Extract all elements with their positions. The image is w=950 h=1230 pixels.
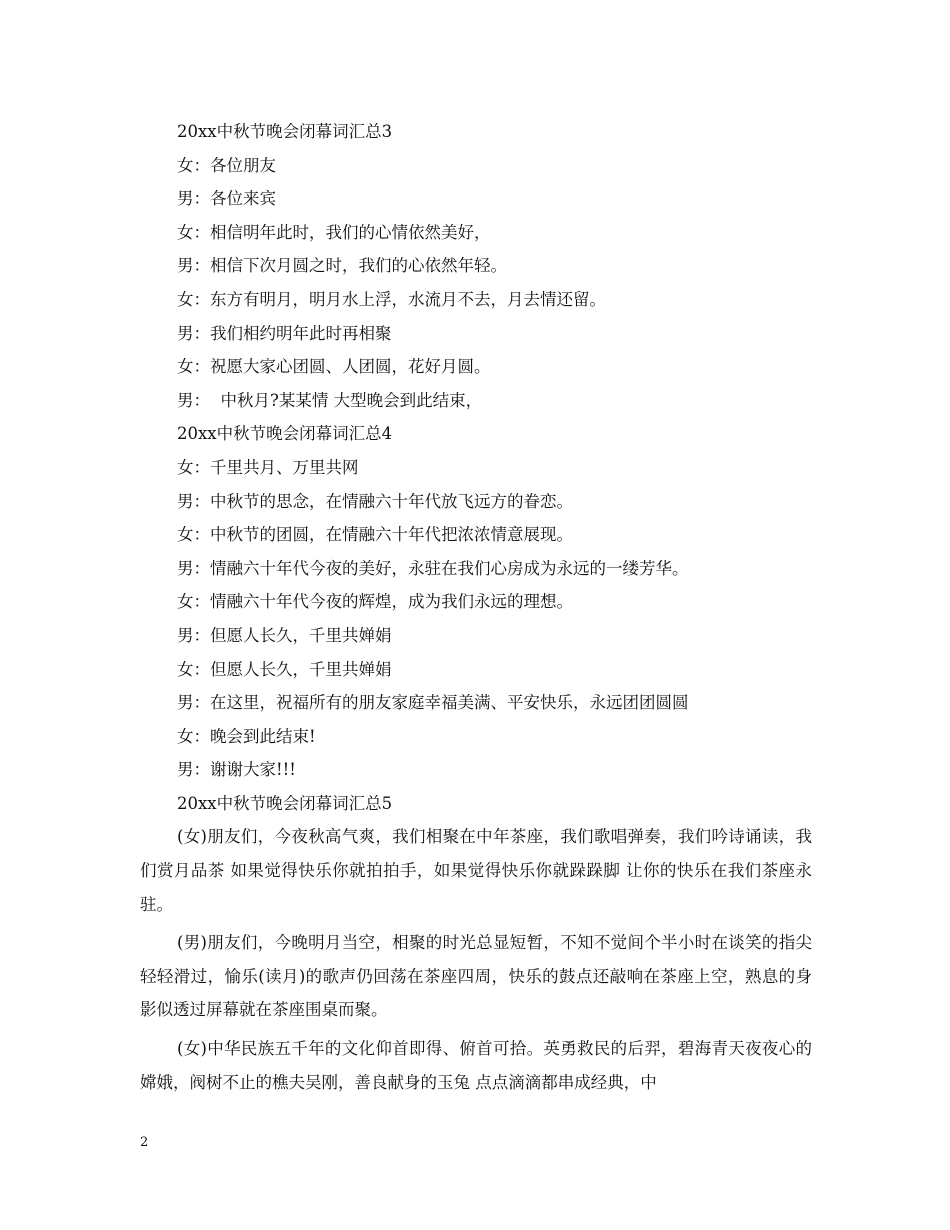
dialogue-line: 女：相信明年此时，我们的心情依然美好， xyxy=(177,222,491,242)
dialogue-line: 男：相信下次月圆之时，我们的心依然年轻。 xyxy=(177,256,507,276)
dialogue-line: 女：千里共月、万里共网 xyxy=(177,457,359,477)
page-number: 2 xyxy=(140,1135,149,1150)
dialogue-line: 男：在这里，祝福所有的朋友家庭幸福美满、平安快乐，永远团团圆圆 xyxy=(177,693,689,713)
dialogue-line: 男：中秋节的思念，在情融六十年代放飞远方的眷恋。 xyxy=(177,491,573,511)
dialogue-line: 男：情融六十年代今夜的美好，永驻在我们心房成为永远的一缕芳华。 xyxy=(177,558,689,578)
dialogue-line: 男： 中秋月?某某情 大型晚会到此结束， xyxy=(177,390,483,410)
section-heading-3: 20xx中秋节晚会闭幕词汇总3 xyxy=(177,122,393,141)
paragraph: (男)朋友们，今晚明月当空，相聚的时光总显短暂，不知不觉间个半小时在谈笑的指尖轻轻滑过，愉乐(读月)的歌声仍回荡在茶座四周，快乐的鼓点还敲响在茶座上空，熟息的身影似透过屏幕就在茶座围桌而聚。 xyxy=(140,933,812,1020)
section-heading-5: 20xx中秋节晚会闭幕词汇总5 xyxy=(177,793,393,813)
dialogue-line: 女：各位朋友 xyxy=(177,155,276,175)
dialogue-line: 女：但愿人长久，千里共婵娟 xyxy=(177,659,392,679)
paragraph: (女)朋友们，今夜秋高气爽，我们相聚在中年茶座，我们歌唱弹奏，我们吟诗诵读，我们赏月品茶 如果觉得快乐你就拍拍手，如果觉得快乐你就跺跺脚 让你的快乐在我们茶座永驻。 xyxy=(140,827,812,914)
dialogue-line: 男：各位来宾 xyxy=(177,189,276,209)
dialogue-line: 女：祝愿大家心团圆、人团圆，花好月圆。 xyxy=(177,357,491,377)
dialogue-line: 男：谢谢大家!!! xyxy=(177,760,296,780)
section-heading-4: 20xx中秋节晚会闭幕词汇总4 xyxy=(177,424,393,444)
document-body xyxy=(140,115,812,1099)
dialogue-line: 女：晚会到此结束! xyxy=(177,726,316,746)
dialogue-line: 男：我们相约明年此时再相聚 xyxy=(177,323,392,343)
dialogue-line: 女：东方有明月，明月水上浮，水流月不去，月去情还留。 xyxy=(177,289,606,309)
paragraph: (女)中华民族五千年的文化仰首即得、俯首可拾。英勇救民的后羿，碧海青天夜夜心的嫦娥，阀树不止的樵夫吴刚，善良献身的玉兔 点点滴滴都串成经典，中 xyxy=(140,1039,812,1092)
dialogue-line: 男：但愿人长久，千里共婵娟 xyxy=(177,625,392,645)
dialogue-line: 女：情融六十年代今夜的辉煌，成为我们永远的理想。 xyxy=(177,592,573,612)
dialogue-line: 女：中秋节的团圆，在情融六十年代把浓浓情意展现。 xyxy=(177,525,573,545)
